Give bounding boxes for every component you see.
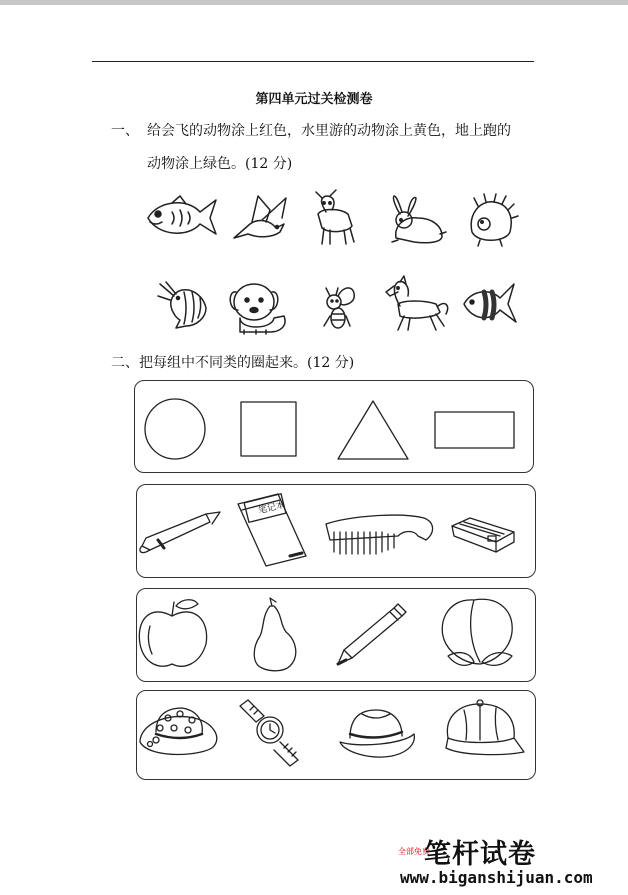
comb-icon bbox=[326, 515, 433, 554]
triangle-icon bbox=[338, 401, 408, 459]
peach-icon bbox=[442, 599, 512, 665]
cap-icon bbox=[446, 700, 524, 755]
pen-icon bbox=[140, 512, 220, 553]
watermark-small: 全部免费 bbox=[398, 847, 430, 856]
fedora-icon bbox=[340, 710, 414, 757]
pencil-icon bbox=[338, 604, 406, 664]
circle-icon bbox=[145, 399, 205, 459]
question-1-text-1: 给会飞的动物涂上红色，水里游的动物涂上黄色，地上跑的 bbox=[147, 123, 511, 139]
question-1-line-2: 动物涂上绿色。(12 分) bbox=[147, 156, 293, 172]
pear-icon bbox=[254, 598, 296, 671]
apple-icon bbox=[139, 600, 206, 666]
page-title: 第四单元过关检测卷 bbox=[255, 92, 373, 107]
rectangle-icon bbox=[435, 412, 514, 448]
question-1-number: 一、 bbox=[111, 123, 139, 139]
watermark-url: www.biganshijuan.com bbox=[400, 868, 593, 887]
notebook-label: 笔记本 bbox=[257, 500, 287, 517]
watermark-brand: 笔杆试卷 bbox=[424, 839, 536, 870]
square-icon bbox=[241, 402, 296, 456]
pencil-case-icon bbox=[452, 518, 514, 552]
watch-icon bbox=[240, 700, 298, 766]
sun-hat-icon bbox=[140, 708, 217, 755]
question-2-text: 二、把每组中不同类的圈起来。(12 分) bbox=[111, 355, 355, 371]
